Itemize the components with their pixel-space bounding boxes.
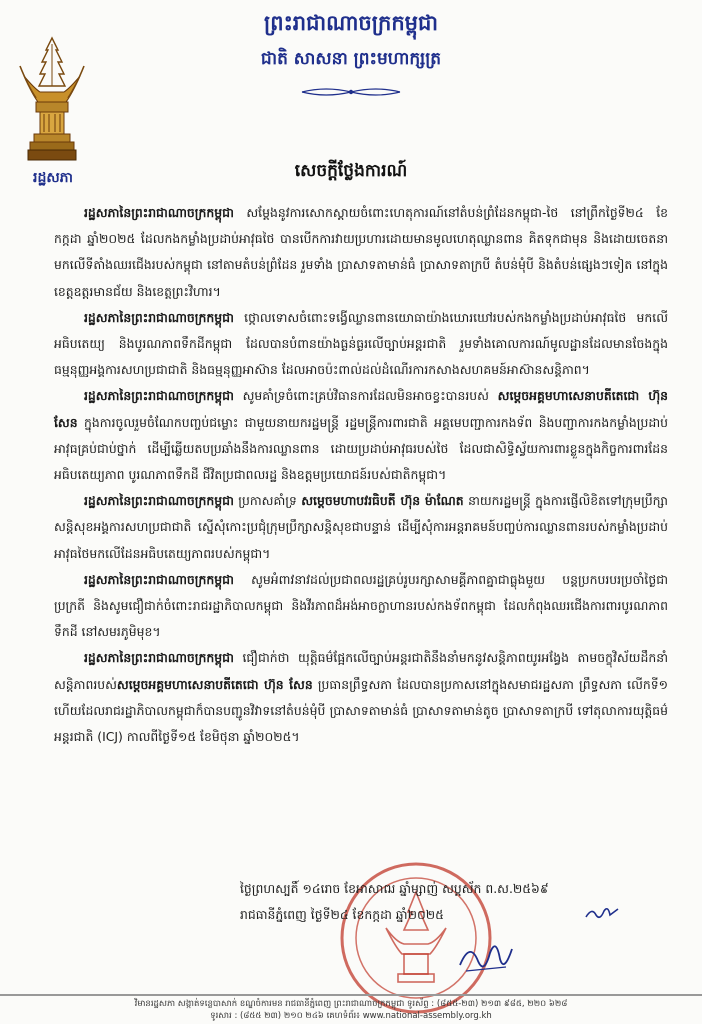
paragraph-1 — [54, 200, 668, 305]
paragraph-3 — [54, 383, 668, 488]
signature-icon — [456, 935, 516, 979]
bold-name: សម្តេចមហាបវរធិបតី ហ៊ុន ម៉ាណែត — [301, 493, 464, 509]
footer-address: វិមានរដ្ឋសភា សង្កាត់ទន្លេបាសាក់ ខណ្ឌចំការមន រាជធានីភ្នំពេញ ព្រះរាជាណាចក្រកម្ពុជា ទូរស័ព្ទ : (៨៥៥-២៣) ២១៣ ៩៨៥, ២២០ ៦២៨ — [134, 999, 568, 1009]
paragraph-lead: រដ្ឋសភានៃព្រះរាជាណាចក្រកម្ពុជា — [84, 205, 234, 220]
header-ornament-icon — [300, 86, 402, 98]
footer-contact: ទូរសារ : (៨៥៥ ២៣) ២១០ ២៤៦ គេហទំព័រ៖ www.national-assembly.org.kh — [210, 1011, 492, 1021]
paragraph-text: ប្រកាសគាំទ្រ — [233, 493, 302, 509]
statement-title: សេចក្តីថ្លែងការណ៍ — [294, 161, 408, 181]
paragraph-6 — [54, 645, 668, 750]
paragraph-text-continued: នាយករដ្ឋមន្ត្រី ក្នុងការផ្ញើលិខិតទៅក្រុមប្រឹក្សាសន្តិសុខអង្គការសហប្រជាជាតិ ស្នើសុំកោះប្រជុំក្រុមប្រឹក្សាសន្តិសុខជាបន្ទាន់ ដើម្បីសុំការអន្តរាគមន៍បញ្ចប់ការឈ្លានពានរបស់កម្លាំងប្រដាប់អាវុធថៃមកលើដែនអធិបតេយ្យភាពរបស់កម្ពុជា។ — [54, 493, 668, 561]
paragraph-lead: រដ្ឋសភានៃព្រះរាជាណាចក្រកម្ពុជា — [84, 309, 234, 325]
emblem-caption: រដ្ឋសភា — [33, 170, 73, 186]
paragraph-text: សូមអំពាវនាវដល់ប្រជាពលរដ្ឋគ្រប់រូបរក្សាសាមគ្គីភាពគ្នាជាធ្លុងមួយ បន្តប្រកបរបរប្រចាំថ្ងៃជាប្រក្រតី និងសូមជឿជាក់ចំពោះរាជរដ្ឋាភិបាលកម្ពុជា និងវីរភាពដ៏អង់អាចក្លាហានរបស់កងទ័ពកម្ពុជា ដែលកំពុងឈរជើងការពារបូរណភាពទឹកដី នៅសមរភូមិមុខ។ — [54, 571, 668, 640]
statement-body — [54, 200, 668, 750]
paragraph-lead: រដ្ឋសភានៃព្រះរាជាណាចក្រកម្ពុជា — [84, 650, 234, 666]
solar-date-place: រាជធានីភ្នំពេញ ថ្ងៃទី២៤ ខែកក្កដា ឆ្នាំ២០២៥ — [240, 907, 444, 922]
paragraph-lead: រដ្ឋសភានៃព្រះរាជាណាចក្រកម្ពុជា — [84, 388, 234, 404]
bold-name: សម្តេចអគ្គមហាសេនាបតីតេជោ ហ៊ុន សែន — [116, 676, 313, 692]
kingdom-title: ព្រះរាជាណាចក្រកម្ពុជា — [263, 11, 438, 35]
paragraph-lead: រដ្ឋសភានៃព្រះរាជាណាចក្រកម្ពុជា — [84, 493, 234, 509]
paragraph-text: សម្តែងនូវការសោកស្តាយចំពោះហេតុការណ៍នៅតំបន់ព្រំដែនកម្ពុជា-ថៃ នៅព្រឹកថ្ងៃទី២៤ ខែកក្កដា ឆ្នាំ២០២៥ ដែលកងកម្លាំងប្រដាប់អាវុធថៃ បានបើកការវាយប្រហារដោយមានមូលហេតុឈ្លានពាន គិតទុកជាមុន និងដោយចេតនា មកលើទីតាំងឈរជើងរបស់កម្ពុជា នៅតាមតំបន់ព្រំដែន រួមទាំង ប្រាសាទតាមាន់ធំ ប្រាសាទតាក្របី តំបន់មុំបី និងតំបន់ផ្សេងៗទៀត នៅក្នុងខេត្តឧត្តរមានជ័យ និងខេត្តព្រះវិហារ។ — [54, 205, 668, 299]
initial-signature-icon — [584, 905, 620, 921]
paragraph-text: ថ្កោលទោសចំពោះទង្វើឈ្លានពានយោធាយ៉ាងឃោរឃៅរបស់កងកម្លាំងប្រដាប់អាវុធថៃ មកលើអធិបតេយ្យ និងបូរណភាពទឹកដីកម្ពុជា ដែលបានបំពានយ៉ាងធ្ងន់ធ្ងរលើច្បាប់អន្តរជាតិ រួមទាំងគោលការណ៍មូលដ្ឋានដែលមានចែងក្នុងធម្មនុញ្ញអង្គការសហប្រជាជាតិ និងធម្មនុញ្ញអាស៊ាន ដែលអាចប៉ះពាល់ដល់ដំណើរការកសាងសហគមន៍អាស៊ានសន្តិភាព។ — [54, 309, 668, 378]
lunar-date: ថ្ងៃព្រហស្បតិ៍ ១៤រោច ខែអាសាឍ ឆ្នាំម្សាញ់ សប្តស័ក ព.ស.២៥៦៩ — [240, 881, 549, 896]
paragraph-text: ជឿជាក់ថា យុត្តិធម៌ផ្អែកលើច្បាប់អន្តរជាតិនឹងនាំមកនូវសន្តិភាពយូរអង្វែង តាមចក្ខុវិស័យដឹកនាំសន្តិភាពរបស់ — [54, 650, 668, 692]
paragraph-5 — [54, 567, 668, 646]
footer-divider — [0, 994, 702, 996]
paragraph-text-continued: ប្រធានព្រឹទ្ធសភា ដែលបានប្រកាសនៅក្នុងសមាជរដ្ឋសភា ព្រឹទ្ធសភា លើកទី១ ហើយដែលរាជរដ្ឋាភិបាលកម្ពុជាក៏បានបញ្ជូនវិវាទនៅតំបន់មុំបី ប្រាសាទតាមាន់ធំ ប្រាសាទតាមាន់តូច ប្រាសាទតាក្របី ទៅតុលាការយុត្តិធម៌អន្តរជាតិ (ICJ) កាលពីថ្ងៃទី១៥ ខែមិថុនា ឆ្នាំ២០២៥។ — [54, 676, 668, 745]
paragraph-4 — [54, 488, 668, 567]
national-motto: ជាតិ សាសនា ព្រះមហាក្សត្រ — [260, 49, 442, 69]
paragraph-text-continued: ក្នុងការចូលរួមចំណែកបញ្ចប់ជម្លោះ ជាមួយនាយករដ្ឋមន្ត្រី រដ្ឋមន្ត្រីការពារជាតិ អគ្គមេបញ្ជាការកងទ័ព និងបញ្ជាការកងកម្លាំងប្រដាប់អាវុធគ្រប់ជាប់ថ្នាក់ ដើម្បីឆ្លើយតបប្រឆាំងនឹងការឈ្លានពាន ដោយប្រដាប់អាវុធរបស់ថៃ ដែលជាសិទ្ធិស្វ័យការពារខ្លួនក្នុងកិច្ចការពារដែនអធិបតេយ្យភាព បូរណភាពទឹកដី ជីវិតប្រជាពលរដ្ឋ និងឧត្តមប្រយោជន៍របស់ជាតិកម្ពុជា។ — [54, 414, 668, 483]
paragraph-2 — [54, 305, 668, 384]
bold-name: សម្តេចអគ្គមហាសេនាបតីតេជោ ហ៊ុន សែន — [54, 388, 668, 430]
paragraph-text: សូមគាំទ្រចំពោះគ្រប់វិធានការដែលមិនអាចខ្វះបានរបស់ — [233, 388, 498, 404]
paragraph-lead: រដ្ឋសភានៃព្រះរាជាណាចក្រកម្ពុជា — [84, 571, 234, 587]
